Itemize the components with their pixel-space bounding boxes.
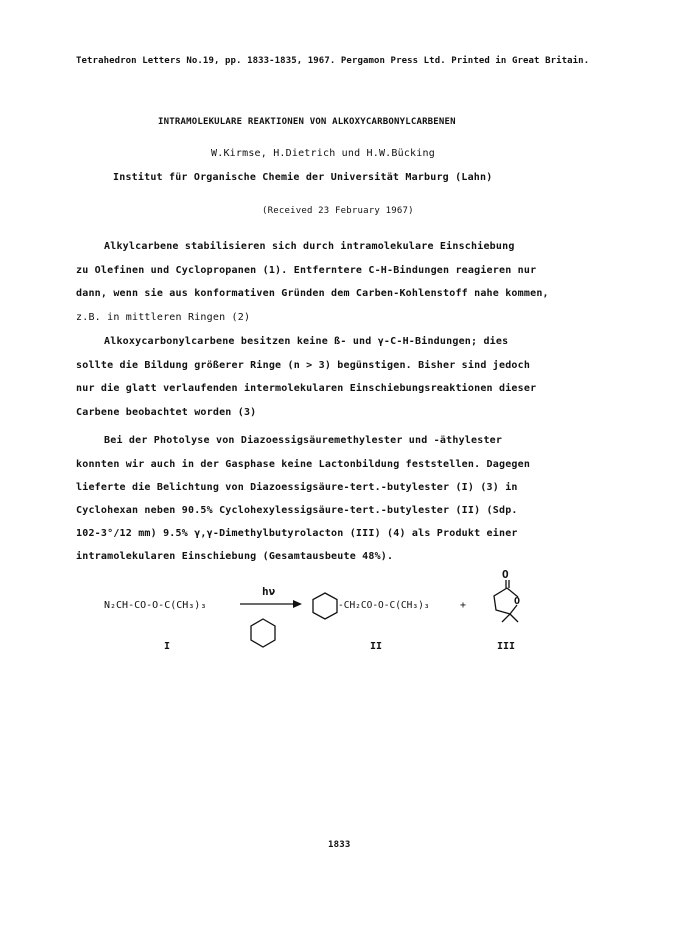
paragraph-2-line-1: Alkoxycarbonylcarbene besitzen keine ß- und γ-C-H-Bindungen; dies xyxy=(104,336,509,347)
reaction-arrow xyxy=(240,598,302,610)
paragraph-2-line-2: sollte die Bildung größerer Ringe (n > 3) begünstigen. Bisher sind jedoch xyxy=(76,360,531,371)
paragraph-3-line-1: Bei der Photolyse von Diazoessigsäuremethylester und -äthylester xyxy=(104,435,503,446)
product-formula: -CH₂CO-O-C(CH₃)₃ xyxy=(338,600,430,611)
plus-sign: + xyxy=(460,600,467,611)
journal-header: Tetrahedron Letters No.19, pp. 1833-1835, 1967. Pergamon Press Ltd. Printed in Great Britain. xyxy=(76,56,590,66)
paragraph-2-line-4: Carbene beobachtet worden (3) xyxy=(76,407,257,418)
lactone-ring-oxygen: O xyxy=(514,596,521,607)
paragraph-1-line-3: dann, wenn sie aus konformativen Gründen dem Carben-Kohlenstoff nahe kommen, xyxy=(76,288,549,299)
cyclohexane-solvent-icon xyxy=(248,618,278,648)
paragraph-1-line-1: Alkylcarbene stabilisieren sich durch intramolekulare Einschiebung xyxy=(104,241,515,252)
paragraph-1-line-4: z.B. in mittleren Ringen (2) xyxy=(76,312,251,323)
paragraph-3-line-5: 102-3°/12 mm) 9.5% γ,γ-Dimethylbutyrolacton (III) (4) als Produkt einer xyxy=(76,528,518,539)
article-title: INTRAMOLEKULARE REAKTIONEN VON ALKOXYCARBONYLCARBENEN xyxy=(158,117,456,127)
compound-label-II: II xyxy=(370,641,383,652)
authors: W.Kirmse, H.Dietrich und H.W.Bücking xyxy=(211,148,435,159)
page-number: 1833 xyxy=(328,840,351,850)
lactone-carbonyl-oxygen: O xyxy=(502,568,509,581)
compound-label-I: I xyxy=(164,641,171,652)
compound-label-III: III xyxy=(497,641,516,652)
received-date: (Received 23 February 1967) xyxy=(262,206,414,216)
paragraph-1-line-2: zu Olefinen und Cyclopropanen (1). Entferntere C-H-Bindungen reagieren nur xyxy=(76,265,537,276)
cyclohexyl-ring-icon xyxy=(311,592,339,620)
paragraph-3-line-2: konnten wir auch in der Gasphase keine Lactonbildung feststellen. Dagegen xyxy=(76,459,531,470)
arrow-label-hv: hν xyxy=(262,585,276,598)
reactant-formula: N₂CH-CO-O-C(CH₃)₃ xyxy=(104,600,207,611)
paragraph-3-line-6: intramolekularen Einschiebung (Gesamtausbeute 48%). xyxy=(76,551,394,562)
paragraph-3-line-4: Cyclohexan neben 90.5% Cyclohexylessigsäure-tert.-butylester (II) (Sdp. xyxy=(76,505,518,516)
paragraph-2-line-3: nur die glatt verlaufenden intermolekularen Einschiebungsreaktionen dieser xyxy=(76,383,537,394)
institute: Institut für Organische Chemie der Universität Marburg (Lahn) xyxy=(113,172,493,183)
paragraph-3-line-3: lieferte die Belichtung von Diazoessigsäure-tert.-butylester (I) (3) in xyxy=(76,482,518,493)
